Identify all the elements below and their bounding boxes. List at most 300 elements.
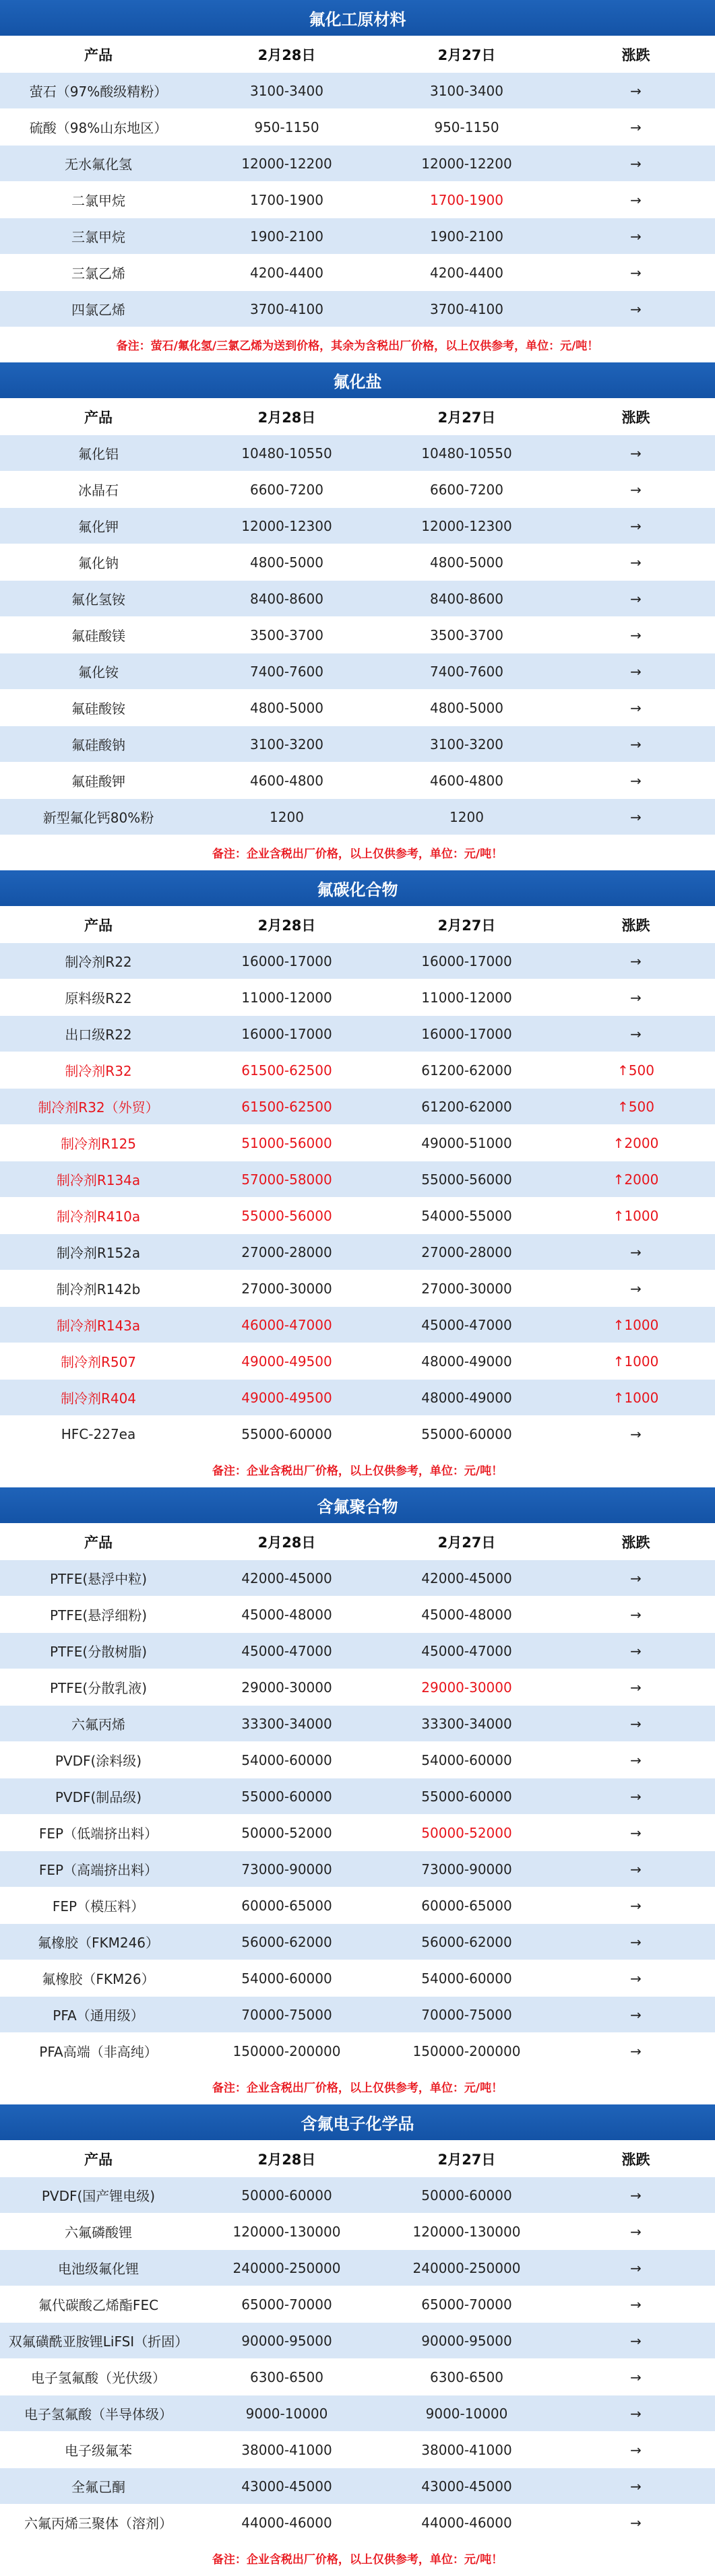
price-change: →: [557, 2214, 715, 2250]
product-name: 硫酸（98%山东地区）: [0, 109, 197, 146]
table-row: [0, 943, 715, 979]
product-name: 萤石（97%酸级精粉）: [0, 73, 197, 109]
price-date2: 16000-17000: [377, 943, 557, 979]
price-date1: 6600-7200: [197, 472, 377, 508]
header-row: [0, 399, 715, 435]
table-row: [0, 1597, 715, 1633]
price-date1: 3700-4100: [197, 291, 377, 327]
product-name: PFA高端（非高纯）: [0, 2033, 197, 2069]
price-date1: 61500-62500: [197, 1089, 377, 1125]
product-name: 六氟磷酸锂: [0, 2214, 197, 2250]
section-note: 备注：企业含税出厂价格，以上仅供参考，单位：元/吨！: [0, 2540, 715, 2576]
product-name: 原料级R22: [0, 979, 197, 1016]
price-date2: 54000-60000: [377, 1742, 557, 1778]
header-row: [0, 1524, 715, 1560]
table-row: [0, 472, 715, 508]
price-date2: 45000-48000: [377, 1597, 557, 1633]
price-date1: 44000-46000: [197, 2505, 377, 2541]
price-change: →: [557, 2432, 715, 2468]
price-date1: 49000-49500: [197, 1343, 377, 1380]
table-row: [0, 255, 715, 291]
table-row: [0, 1343, 715, 1380]
price-date1: 54000-60000: [197, 1742, 377, 1778]
price-date2: 44000-46000: [377, 2505, 557, 2541]
product-name: 氟硅酸钠: [0, 726, 197, 763]
table-row: [0, 218, 715, 255]
price-date2: 7400-7600: [377, 653, 557, 690]
table-row: [0, 1815, 715, 1851]
product-name: 四氯乙烯: [0, 291, 197, 327]
price-section: [0, 0, 715, 362]
price-date2: 27000-30000: [377, 1270, 557, 1307]
table-row: [0, 2323, 715, 2359]
price-date1: 57000-58000: [197, 1161, 377, 1198]
col-header-date1: 2月28日: [197, 2141, 377, 2177]
section-note: 备注：萤石/氟化氢/三氯乙烯为送到价格，其余为含税出厂价格，以上仅供参考，单位：元/吨！: [0, 327, 715, 362]
price-date2: 38000-41000: [377, 2432, 557, 2468]
price-change: ↑1000: [557, 1307, 715, 1343]
product-name: 氟化铵: [0, 653, 197, 690]
price-change: →: [557, 146, 715, 182]
price-date2: 70000-75000: [377, 1997, 557, 2033]
price-date2: 12000-12300: [377, 508, 557, 544]
price-date1: 70000-75000: [197, 1997, 377, 2033]
col-header-date1: 2月28日: [197, 399, 377, 435]
price-date1: 3100-3200: [197, 726, 377, 763]
table-row: [0, 2033, 715, 2069]
price-date1: 10480-10550: [197, 435, 377, 472]
col-header-product: 产品: [0, 2141, 197, 2177]
price-date1: 29000-30000: [197, 1669, 377, 1706]
section-title: 含氟电子化学品: [0, 2104, 715, 2140]
section-title: 氟化工原材料: [0, 0, 715, 36]
table-row: [0, 73, 715, 109]
product-name: 氟化钾: [0, 508, 197, 544]
price-date2: 6300-6500: [377, 2359, 557, 2395]
price-date1: 46000-47000: [197, 1307, 377, 1343]
price-date1: 51000-56000: [197, 1125, 377, 1161]
product-name: PTFE(分散树脂): [0, 1633, 197, 1669]
price-change: ↑500: [557, 1052, 715, 1089]
price-section: [0, 362, 715, 870]
col-header-change: 涨跌: [557, 1524, 715, 1560]
table-row: [0, 726, 715, 763]
price-change: →: [557, 544, 715, 581]
product-name: 三氯甲烷: [0, 218, 197, 255]
price-change: →: [557, 2359, 715, 2395]
product-name: 氟硅酸铵: [0, 690, 197, 726]
price-date2: 4200-4400: [377, 255, 557, 291]
price-date1: 50000-60000: [197, 2177, 377, 2214]
col-header-date1: 2月28日: [197, 36, 377, 73]
product-name: 双氟磺酰亚胺锂LiFSI（折固）: [0, 2323, 197, 2359]
price-date2: 3100-3400: [377, 73, 557, 109]
price-date2: 3500-3700: [377, 617, 557, 653]
product-name: PVDF(国产锂电级): [0, 2177, 197, 2214]
price-date1: 56000-62000: [197, 1924, 377, 1960]
col-header-date1: 2月28日: [197, 1524, 377, 1560]
price-date1: 61500-62500: [197, 1052, 377, 1089]
price-date1: 16000-17000: [197, 943, 377, 979]
product-name: 二氯甲烷: [0, 182, 197, 218]
header-row: [0, 907, 715, 943]
price-change: →: [557, 1960, 715, 1997]
col-header-date2: 2月27日: [377, 36, 557, 73]
table-row: [0, 1416, 715, 1452]
table-row: [0, 1380, 715, 1416]
col-header-product: 产品: [0, 1524, 197, 1560]
price-change: →: [557, 1742, 715, 1778]
price-date1: 60000-65000: [197, 1888, 377, 1924]
product-name: 氟化钠: [0, 544, 197, 581]
price-date2: 50000-60000: [377, 2177, 557, 2214]
table-row: [0, 690, 715, 726]
price-change: →: [557, 2033, 715, 2069]
price-table: [0, 36, 715, 327]
price-date2: 16000-17000: [377, 1016, 557, 1052]
price-date2: 48000-49000: [377, 1343, 557, 1380]
col-header-change: 涨跌: [557, 2141, 715, 2177]
price-date2: 43000-45000: [377, 2468, 557, 2505]
product-name: 无水氟化氢: [0, 146, 197, 182]
col-header-date1: 2月28日: [197, 907, 377, 943]
table-row: [0, 435, 715, 472]
price-change: →: [557, 218, 715, 255]
price-date1: 6300-6500: [197, 2359, 377, 2395]
product-name: 制冷剂R32（外贸）: [0, 1089, 197, 1125]
header-row: [0, 36, 715, 73]
table-row: [0, 1198, 715, 1234]
col-header-date2: 2月27日: [377, 1524, 557, 1560]
price-change: ↑1000: [557, 1380, 715, 1416]
table-row: [0, 1924, 715, 1960]
col-header-date2: 2月27日: [377, 2141, 557, 2177]
price-date1: 4800-5000: [197, 544, 377, 581]
price-date1: 4200-4400: [197, 255, 377, 291]
price-date1: 16000-17000: [197, 1016, 377, 1052]
price-date1: 27000-30000: [197, 1270, 377, 1307]
table-row: [0, 1888, 715, 1924]
price-date2: 120000-130000: [377, 2214, 557, 2250]
price-change: ↑2000: [557, 1161, 715, 1198]
price-date1: 11000-12000: [197, 979, 377, 1016]
product-name: 三氯乙烯: [0, 255, 197, 291]
price-date1: 90000-95000: [197, 2323, 377, 2359]
price-table: [0, 398, 715, 835]
price-table: [0, 2140, 715, 2540]
price-change: →: [557, 2177, 715, 2214]
price-change: →: [557, 726, 715, 763]
price-date1: 150000-200000: [197, 2033, 377, 2069]
table-row: [0, 617, 715, 653]
price-date1: 49000-49500: [197, 1380, 377, 1416]
price-date2: 50000-52000: [377, 1815, 557, 1851]
price-change: →: [557, 182, 715, 218]
price-change: →: [557, 799, 715, 835]
col-header-change: 涨跌: [557, 399, 715, 435]
price-date1: 3500-3700: [197, 617, 377, 653]
price-change: →: [557, 1234, 715, 1270]
price-change: →: [557, 1815, 715, 1851]
price-change: →: [557, 690, 715, 726]
price-date2: 48000-49000: [377, 1380, 557, 1416]
section-title: 氟化盐: [0, 362, 715, 398]
price-date2: 12000-12200: [377, 146, 557, 182]
product-name: 六氟丙烯: [0, 1706, 197, 1742]
table-row: [0, 1669, 715, 1706]
price-date2: 240000-250000: [377, 2250, 557, 2286]
table-row: [0, 291, 715, 327]
table-row: [0, 146, 715, 182]
product-name: 制冷剂R125: [0, 1125, 197, 1161]
product-name: 制冷剂R134a: [0, 1161, 197, 1198]
price-change: →: [557, 1270, 715, 1307]
price-change: →: [557, 1888, 715, 1924]
price-table: [0, 1523, 715, 2069]
price-date1: 38000-41000: [197, 2432, 377, 2468]
price-section: [0, 1487, 715, 2104]
price-date2: 1900-2100: [377, 218, 557, 255]
product-name: 制冷剂R507: [0, 1343, 197, 1380]
table-row: [0, 109, 715, 146]
price-date1: 27000-28000: [197, 1234, 377, 1270]
price-date1: 55000-56000: [197, 1198, 377, 1234]
product-name: PVDF(制品级): [0, 1778, 197, 1815]
price-change: →: [557, 255, 715, 291]
table-row: [0, 544, 715, 581]
table-row: [0, 1052, 715, 1089]
price-date1: 42000-45000: [197, 1560, 377, 1597]
price-date1: 8400-8600: [197, 581, 377, 617]
price-date2: 3100-3200: [377, 726, 557, 763]
price-date2: 27000-28000: [377, 1234, 557, 1270]
product-name: FEP（低端挤出料）: [0, 1815, 197, 1851]
price-change: →: [557, 1706, 715, 1742]
price-date2: 42000-45000: [377, 1560, 557, 1597]
price-change: →: [557, 1924, 715, 1960]
price-date1: 12000-12200: [197, 146, 377, 182]
col-header-date2: 2月27日: [377, 399, 557, 435]
price-date2: 55000-60000: [377, 1416, 557, 1452]
price-date1: 9000-10000: [197, 2395, 377, 2432]
price-date1: 55000-60000: [197, 1416, 377, 1452]
product-name: 制冷剂R143a: [0, 1307, 197, 1343]
price-date2: 10480-10550: [377, 435, 557, 472]
price-table: [0, 906, 715, 1452]
price-date2: 8400-8600: [377, 581, 557, 617]
price-date1: 240000-250000: [197, 2250, 377, 2286]
table-row: [0, 1997, 715, 2033]
col-header-product: 产品: [0, 36, 197, 73]
price-date2: 55000-60000: [377, 1778, 557, 1815]
product-name: PFA（通用级）: [0, 1997, 197, 2033]
product-name: 电子氢氟酸（半导体级）: [0, 2395, 197, 2432]
price-date2: 45000-47000: [377, 1633, 557, 1669]
price-date1: 120000-130000: [197, 2214, 377, 2250]
price-change: →: [557, 2468, 715, 2505]
price-date2: 65000-70000: [377, 2286, 557, 2323]
price-change: →: [557, 73, 715, 109]
table-row: [0, 2432, 715, 2468]
price-date2: 11000-12000: [377, 979, 557, 1016]
table-row: [0, 1560, 715, 1597]
table-row: [0, 1960, 715, 1997]
table-row: [0, 2359, 715, 2395]
price-date2: 55000-56000: [377, 1161, 557, 1198]
price-date2: 54000-60000: [377, 1960, 557, 1997]
price-date2: 60000-65000: [377, 1888, 557, 1924]
header-row: [0, 2141, 715, 2177]
price-change: ↑1000: [557, 1343, 715, 1380]
table-row: [0, 182, 715, 218]
col-header-change: 涨跌: [557, 907, 715, 943]
price-change: →: [557, 1560, 715, 1597]
price-date2: 1700-1900: [377, 182, 557, 218]
price-change: →: [557, 653, 715, 690]
table-row: [0, 1234, 715, 1270]
price-change: →: [557, 291, 715, 327]
price-date1: 12000-12300: [197, 508, 377, 544]
table-row: [0, 1089, 715, 1125]
price-date1: 50000-52000: [197, 1815, 377, 1851]
price-date2: 4800-5000: [377, 690, 557, 726]
table-row: [0, 1851, 715, 1888]
price-date1: 55000-60000: [197, 1778, 377, 1815]
product-name: 氟硅酸钾: [0, 763, 197, 799]
price-date2: 29000-30000: [377, 1669, 557, 1706]
price-date1: 1900-2100: [197, 218, 377, 255]
table-row: [0, 799, 715, 835]
table-row: [0, 1778, 715, 1815]
price-date1: 3100-3400: [197, 73, 377, 109]
product-name: 全氟己酮: [0, 2468, 197, 2505]
price-date2: 90000-95000: [377, 2323, 557, 2359]
price-change: →: [557, 1778, 715, 1815]
section-note: 备注：企业含税出厂价格，以上仅供参考，单位：元/吨！: [0, 1452, 715, 1487]
price-date1: 73000-90000: [197, 1851, 377, 1888]
product-name: 六氟丙烯三聚体（溶剂）: [0, 2505, 197, 2541]
product-name: 制冷剂R22: [0, 943, 197, 979]
product-name: 冰晶石: [0, 472, 197, 508]
price-date1: 7400-7600: [197, 653, 377, 690]
price-date1: 4800-5000: [197, 690, 377, 726]
price-change: ↑1000: [557, 1198, 715, 1234]
table-row: [0, 653, 715, 690]
price-change: →: [557, 617, 715, 653]
price-date2: 150000-200000: [377, 2033, 557, 2069]
price-change: →: [557, 979, 715, 1016]
price-change: →: [557, 581, 715, 617]
price-date1: 33300-34000: [197, 1706, 377, 1742]
product-name: FEP（模压料）: [0, 1888, 197, 1924]
price-change: →: [557, 1851, 715, 1888]
price-date2: 6600-7200: [377, 472, 557, 508]
table-row: [0, 763, 715, 799]
section-title: 含氟聚合物: [0, 1487, 715, 1523]
table-row: [0, 2177, 715, 2214]
price-change: →: [557, 1669, 715, 1706]
price-date2: 4800-5000: [377, 544, 557, 581]
price-change: →: [557, 1597, 715, 1633]
product-name: 电子氢氟酸（光伏级）: [0, 2359, 197, 2395]
price-date2: 61200-62000: [377, 1052, 557, 1089]
price-change: ↑2000: [557, 1125, 715, 1161]
price-change: →: [557, 1633, 715, 1669]
price-change: →: [557, 109, 715, 146]
price-date2: 49000-51000: [377, 1125, 557, 1161]
price-date2: 950-1150: [377, 109, 557, 146]
table-row: [0, 581, 715, 617]
product-name: 制冷剂R142b: [0, 1270, 197, 1307]
product-name: 氟化氢铵: [0, 581, 197, 617]
table-row: [0, 2250, 715, 2286]
price-date1: 65000-70000: [197, 2286, 377, 2323]
table-row: [0, 1742, 715, 1778]
table-row: [0, 2505, 715, 2541]
price-section: [0, 2104, 715, 2576]
product-name: 氟化铝: [0, 435, 197, 472]
price-change: →: [557, 1416, 715, 1452]
price-change: →: [557, 943, 715, 979]
price-date1: 4600-4800: [197, 763, 377, 799]
price-date2: 54000-55000: [377, 1198, 557, 1234]
price-change: →: [557, 2323, 715, 2359]
product-name: 氟橡胶（FKM26）: [0, 1960, 197, 1997]
price-change: →: [557, 2286, 715, 2323]
table-row: [0, 1270, 715, 1307]
product-name: 氟代碳酸乙烯酯FEC: [0, 2286, 197, 2323]
product-name: 制冷剂R32: [0, 1052, 197, 1089]
table-row: [0, 1706, 715, 1742]
price-date1: 1200: [197, 799, 377, 835]
price-change: →: [557, 435, 715, 472]
table-row: [0, 979, 715, 1016]
table-row: [0, 508, 715, 544]
price-date1: 43000-45000: [197, 2468, 377, 2505]
price-change: →: [557, 763, 715, 799]
col-header-date2: 2月27日: [377, 907, 557, 943]
table-row: [0, 2468, 715, 2505]
price-date1: 54000-60000: [197, 1960, 377, 1997]
product-name: PTFE(悬浮中粒): [0, 1560, 197, 1597]
price-date1: 950-1150: [197, 109, 377, 146]
product-name: 电池级氟化锂: [0, 2250, 197, 2286]
price-date2: 56000-62000: [377, 1924, 557, 1960]
product-name: PTFE(分散乳液): [0, 1669, 197, 1706]
col-header-change: 涨跌: [557, 36, 715, 73]
product-name: PVDF(涂料级): [0, 1742, 197, 1778]
product-name: 制冷剂R410a: [0, 1198, 197, 1234]
table-row: [0, 2214, 715, 2250]
price-change: ↑500: [557, 1089, 715, 1125]
product-name: 氟橡胶（FKM246）: [0, 1924, 197, 1960]
product-name: 制冷剂R152a: [0, 1234, 197, 1270]
col-header-product: 产品: [0, 399, 197, 435]
section-note: 备注：企业含税出厂价格，以上仅供参考，单位：元/吨！: [0, 835, 715, 870]
product-name: 出口级R22: [0, 1016, 197, 1052]
price-change: →: [557, 1997, 715, 2033]
price-date2: 3700-4100: [377, 291, 557, 327]
price-date2: 33300-34000: [377, 1706, 557, 1742]
product-name: HFC-227ea: [0, 1416, 197, 1452]
product-name: FEP（高端挤出料）: [0, 1851, 197, 1888]
table-row: [0, 1125, 715, 1161]
table-row: [0, 1161, 715, 1198]
price-change: →: [557, 2250, 715, 2286]
table-row: [0, 2286, 715, 2323]
price-date2: 61200-62000: [377, 1089, 557, 1125]
price-date2: 9000-10000: [377, 2395, 557, 2432]
